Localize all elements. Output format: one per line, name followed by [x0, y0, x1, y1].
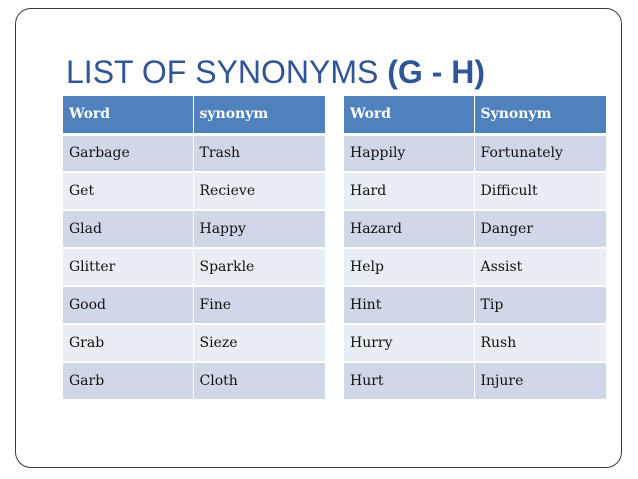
column-header-word: Word: [63, 96, 193, 134]
word-cell: Garb: [63, 362, 193, 400]
synonym-cell: Tip: [474, 286, 606, 324]
table-row: [344, 210, 606, 248]
word-cell: Help: [344, 248, 474, 286]
synonym-cell: Recieve: [193, 172, 325, 210]
word-cell: Glad: [63, 210, 193, 248]
column-header-word: Word: [344, 96, 474, 134]
table-row: [63, 362, 325, 400]
word-cell: Grab: [63, 324, 193, 362]
synonym-cell: Fortunately: [474, 134, 606, 172]
table-row: [63, 324, 325, 362]
table-header-row: [344, 96, 606, 134]
synonym-cell: Injure: [474, 362, 606, 400]
synonym-cell: Happy: [193, 210, 325, 248]
word-cell: Hurry: [344, 324, 474, 362]
word-cell: Hazard: [344, 210, 474, 248]
table-row: [344, 324, 606, 362]
table-row: [63, 286, 325, 324]
synonym-cell: Assist: [474, 248, 606, 286]
synonyms-table-g: [63, 96, 325, 401]
table-row: [344, 286, 606, 324]
synonym-cell: Trash: [193, 134, 325, 172]
table-row: [63, 210, 325, 248]
word-cell: Good: [63, 286, 193, 324]
word-cell: Get: [63, 172, 193, 210]
synonyms-table-h: [344, 96, 606, 401]
word-cell: Hurt: [344, 362, 474, 400]
table-row: [63, 172, 325, 210]
synonym-cell: Cloth: [193, 362, 325, 400]
synonym-cell: Fine: [193, 286, 325, 324]
word-cell: Glitter: [63, 248, 193, 286]
page-title: [66, 52, 485, 92]
table-row: [63, 248, 325, 286]
word-cell: Garbage: [63, 134, 193, 172]
word-cell: Happily: [344, 134, 474, 172]
synonym-cell: Danger: [474, 210, 606, 248]
title-text: LIST OF SYNONYMS: [66, 54, 388, 90]
title-range: (G - H): [387, 54, 485, 90]
synonym-cell: Difficult: [474, 172, 606, 210]
synonym-cell: Rush: [474, 324, 606, 362]
table-header-row: [63, 96, 325, 134]
table-row: [344, 172, 606, 210]
word-cell: Hint: [344, 286, 474, 324]
table-row: [344, 248, 606, 286]
column-header-synonym: synonym: [193, 96, 325, 134]
table-row: [63, 134, 325, 172]
table-row: [344, 362, 606, 400]
column-header-synonym: Synonym: [474, 96, 606, 134]
table-row: [344, 134, 606, 172]
word-cell: Hard: [344, 172, 474, 210]
synonym-cell: Sparkle: [193, 248, 325, 286]
synonym-cell: Sieze: [193, 324, 325, 362]
